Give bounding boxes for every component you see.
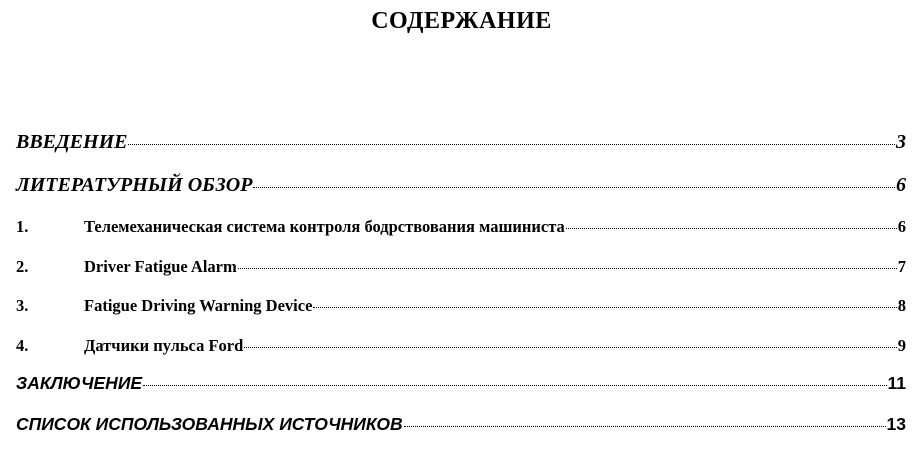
- toc-entry-page: 6: [897, 217, 906, 236]
- dot-leader: [404, 426, 886, 427]
- toc-entry-page: 7: [897, 257, 906, 276]
- toc-entry-conclusion[interactable]: [16, 373, 906, 394]
- toc-entry-section-1[interactable]: [16, 217, 906, 237]
- toc-entry-label: Телемеханическая система контроля бодрствования машиниста: [84, 217, 565, 236]
- dot-leader: [313, 307, 896, 308]
- dot-leader: [253, 187, 895, 188]
- toc-entry-label: СПИСОК ИСПОЛЬЗОВАННЫХ ИСТОЧНИКОВ: [16, 414, 403, 434]
- toc-entry-section-3[interactable]: [16, 296, 906, 316]
- dot-leader: [566, 228, 897, 229]
- page-title: СОДЕРЖАНИЕ: [371, 8, 552, 34]
- toc-entry-page: 13: [886, 414, 906, 434]
- toc-entry-number: 2.: [16, 257, 29, 276]
- toc-entry-number: 3.: [16, 296, 29, 315]
- toc-entry-label: ЗАКЛЮЧЕНИЕ: [16, 373, 143, 393]
- toc-entry-number: 1.: [16, 217, 29, 236]
- toc-entry-label: ВВЕДЕНИЕ: [16, 131, 128, 153]
- dot-leader: [238, 268, 897, 269]
- toc-entry-references[interactable]: [16, 414, 906, 435]
- toc-entry-label: ЛИТЕРАТУРНЫЙ ОБЗОР: [16, 174, 253, 196]
- toc-entry-page: 9: [897, 336, 906, 355]
- dot-leader: [128, 144, 895, 145]
- toc-entry-page: 3: [896, 131, 906, 153]
- toc-entry-literature-review[interactable]: [16, 174, 906, 197]
- toc-entry-page: 6: [896, 174, 906, 196]
- toc-entry-section-2[interactable]: [16, 257, 906, 277]
- toc-entry-label: Driver Fatigue Alarm: [84, 257, 237, 276]
- toc-entry-page: 11: [887, 373, 906, 393]
- toc-entry-section-4[interactable]: [16, 336, 906, 356]
- dot-leader: [244, 347, 896, 348]
- toc-entry-label: Датчики пульса Ford: [84, 336, 244, 355]
- toc-entry-page: 8: [897, 296, 906, 315]
- toc-entry-introduction[interactable]: [16, 131, 906, 154]
- toc-entry-label: Fatigue Driving Warning Device: [84, 296, 313, 315]
- dot-leader: [143, 385, 886, 386]
- toc-entry-number: 4.: [16, 336, 29, 355]
